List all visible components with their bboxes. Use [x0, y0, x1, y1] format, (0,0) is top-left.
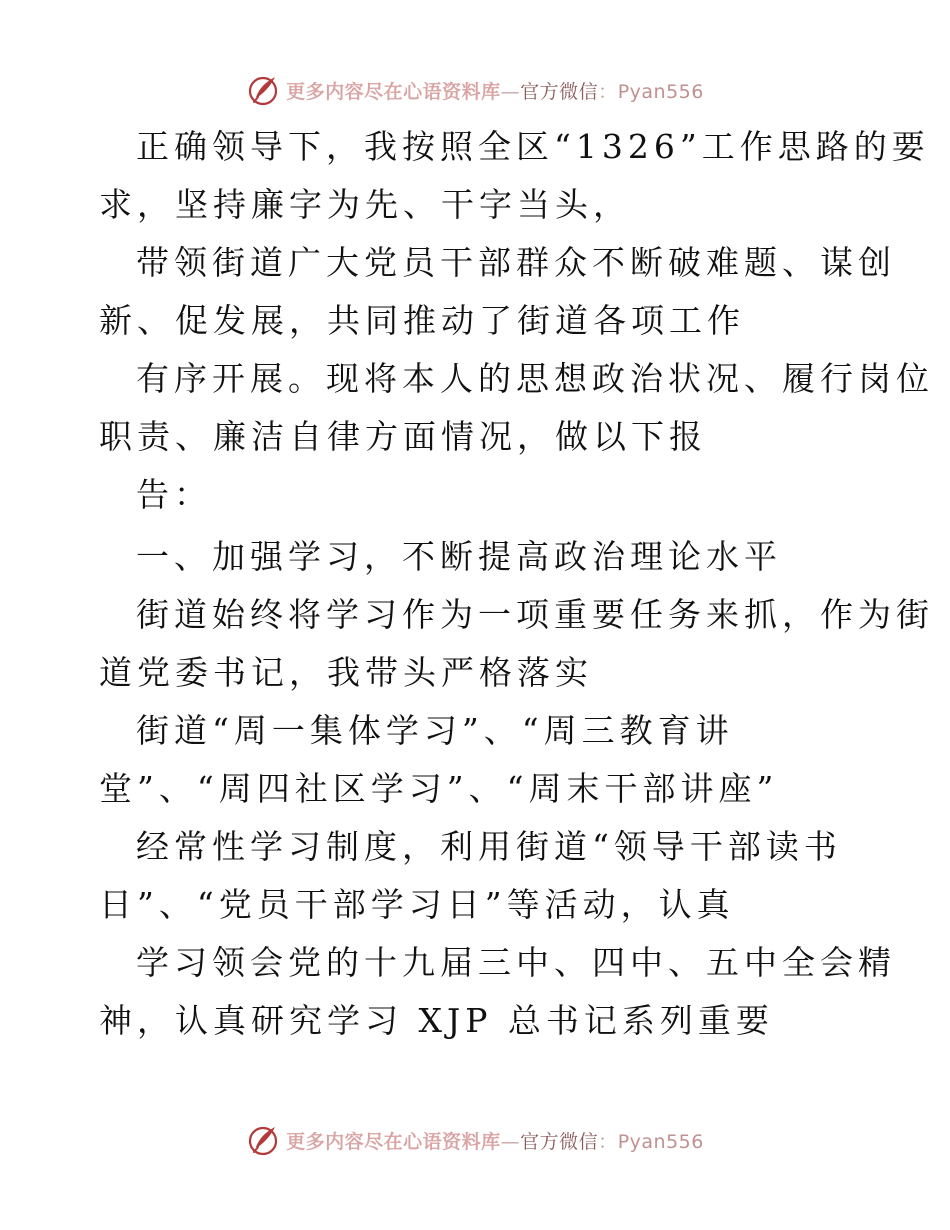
- quill-seal-icon: [246, 1123, 280, 1157]
- banner-dash: —: [500, 80, 521, 103]
- header-banner: [0, 70, 950, 110]
- text-line: 学习领会党的十九届三中、四中、五中全会精: [136, 943, 896, 982]
- quill-seal-icon: [246, 73, 280, 107]
- text-line: 堂”、“周四社区学习”、“周末干部讲座”: [99, 769, 779, 808]
- footer-banner-content: [246, 1123, 704, 1157]
- text-line: 正确领导下，我按照全区“1326”工作思路的要: [136, 127, 930, 166]
- banner-main-text: 更多内容尽在心语资料库: [286, 80, 501, 103]
- text-line: 街道“周一集体学习”、“周三教育讲: [136, 711, 734, 750]
- footer-banner: [0, 1120, 950, 1160]
- banner-wechat-id: Pyan556: [617, 80, 704, 103]
- text-line: 日”、“党员干部学习日”等活动，认真: [99, 885, 735, 924]
- banner-wechat-label: 官方微信: [520, 1130, 599, 1153]
- section-heading: 一、加强学习，不断提高政治理论水平: [136, 537, 782, 576]
- text-line: 神，认真研究学习 XJP 总书记系列重要: [99, 1001, 774, 1040]
- banner-main-text: 更多内容尽在心语资料库: [286, 1130, 501, 1153]
- text-line: 道党委书记，我带头严格落实: [99, 653, 593, 692]
- text-line: 有序开展。现将本人的思想政治状况、履行岗位: [136, 359, 934, 398]
- banner-colon: ：: [598, 1130, 618, 1153]
- text-line: 经常性学习制度，利用街道“领导干部读书: [136, 827, 842, 866]
- banner-wechat-id: Pyan556: [617, 1130, 704, 1153]
- banner-dash: —: [500, 1130, 521, 1153]
- text-line: 求，坚持廉字为先、干字当头，: [99, 185, 631, 224]
- banner-colon: ：: [598, 80, 618, 103]
- text-line: 新、促发展，共同推动了街道各项工作: [99, 301, 745, 340]
- text-line: 告：: [136, 475, 212, 514]
- text-line: 带领街道广大党员干部群众不断破难题、谋创: [136, 243, 896, 282]
- header-banner-content: [246, 73, 704, 107]
- banner-wechat-label: 官方微信: [520, 80, 599, 103]
- text-line: 职责、廉洁自律方面情况，做以下报: [99, 417, 707, 456]
- text-line: 街道始终将学习作为一项重要任务来抓，作为街: [136, 595, 934, 634]
